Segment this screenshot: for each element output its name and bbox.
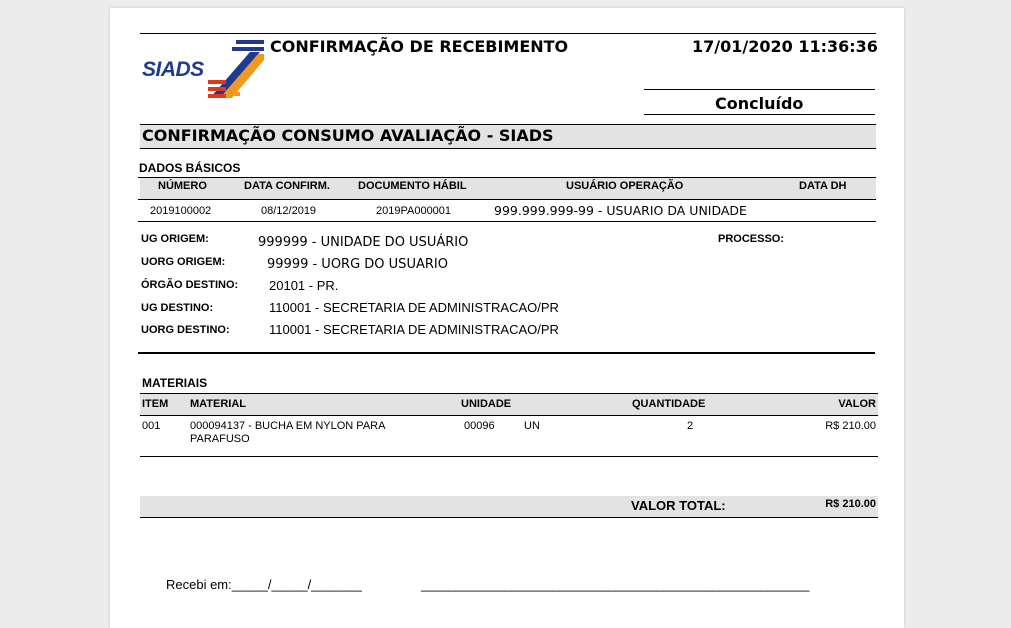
materiais-rule-top [140, 393, 878, 394]
section-rule-bottom [140, 148, 876, 149]
total-label: VALOR TOTAL: [631, 498, 726, 513]
col-quantidade: QUANTIDADE [632, 398, 706, 410]
ug-destino-value: 110001 - SECRETARIA DE ADMINISTRACAO/PR [269, 300, 559, 315]
col-material: MATERIAL [190, 398, 247, 410]
total-rule-bottom [140, 517, 878, 518]
cell-usuario-operacao: 999.999.999-99 - USUARIO DA UNIDADE [494, 203, 747, 218]
total-value: R$ 210.00 [825, 498, 876, 510]
fields-thick-rule [138, 352, 875, 354]
materiais-rule-bottom [140, 456, 878, 457]
ug-origem-label: UG ORIGEM: [141, 233, 209, 245]
cell-valor: R$ 210.00 [825, 420, 876, 432]
col-valor: VALOR [838, 398, 876, 410]
col-item: ITEM [142, 398, 169, 410]
total-band [140, 496, 878, 518]
section-rule-top [140, 124, 876, 125]
document-page [110, 8, 904, 628]
cell-unidade: UN [524, 420, 540, 432]
col-usuario-operacao: USUÁRIO OPERAÇÃO [566, 180, 684, 192]
col-numero: NÚMERO [158, 180, 207, 192]
col-data-dh: DATA DH [799, 180, 847, 192]
document-title: CONFIRMAÇÃO DE RECEBIMENTO [270, 37, 569, 56]
dados-basicos-rule-mid [138, 199, 876, 200]
status-rule-top [644, 89, 875, 90]
signature-line: ________________________________________________________ [421, 577, 810, 592]
materiais-heading: MATERIAIS [142, 376, 208, 390]
section-title: CONFIRMAÇÃO CONSUMO AVALIAÇÃO - SIADS [142, 126, 554, 145]
col-documento-habil: DOCUMENTO HÁBIL [358, 180, 467, 192]
col-unidade: UNIDADE [461, 398, 512, 410]
uorg-origem-value: 99999 - UORG DO USUARIO [267, 257, 448, 272]
dados-basicos-heading: DADOS BÁSICOS [139, 161, 241, 175]
recebi-em-line: Recebi em:_____/_____/_______ [166, 577, 362, 592]
uorg-origem-label: UORG ORIGEM: [141, 256, 226, 268]
logo-text: SIADS [142, 58, 204, 81]
document-datetime: 17/01/2020 11:36:36 [692, 37, 878, 56]
cell-unidade-code: 00096 [464, 420, 495, 432]
status-rule-bottom [644, 114, 875, 115]
cell-material-line1: 000094137 - BUCHA EM NYLON PARA [190, 420, 386, 432]
ug-destino-label: UG DESTINO: [141, 302, 214, 314]
dados-basicos-rule-top [138, 177, 876, 178]
cell-data-confirm: 08/12/2019 [261, 205, 317, 217]
orgao-destino-label: ÓRGÃO DESTINO: [141, 279, 239, 291]
top-rule [140, 33, 876, 34]
siads-logo [140, 38, 270, 103]
cell-item: 001 [142, 420, 161, 432]
uorg-destino-label: UORG DESTINO: [141, 324, 230, 336]
orgao-destino-value: 20101 - PR. [269, 278, 339, 293]
col-data-confirm: DATA CONFIRM. [244, 180, 330, 192]
processo-label: PROCESSO: [718, 233, 785, 245]
cell-material-line2: PARAFUSO [190, 433, 250, 445]
cell-numero: 2019100002 [150, 205, 212, 217]
cell-quantidade: 2 [687, 420, 694, 432]
ug-origem-value: 999999 - UNIDADE DO USUÁRIO [258, 235, 469, 250]
uorg-destino-value: 110001 - SECRETARIA DE ADMINISTRACAO/PR [269, 322, 559, 337]
materiais-rule-mid [140, 415, 878, 416]
cell-documento-habil: 2019PA000001 [376, 205, 452, 217]
status-label: Concluído [715, 94, 804, 113]
dados-basicos-rule-bottom [138, 221, 876, 222]
